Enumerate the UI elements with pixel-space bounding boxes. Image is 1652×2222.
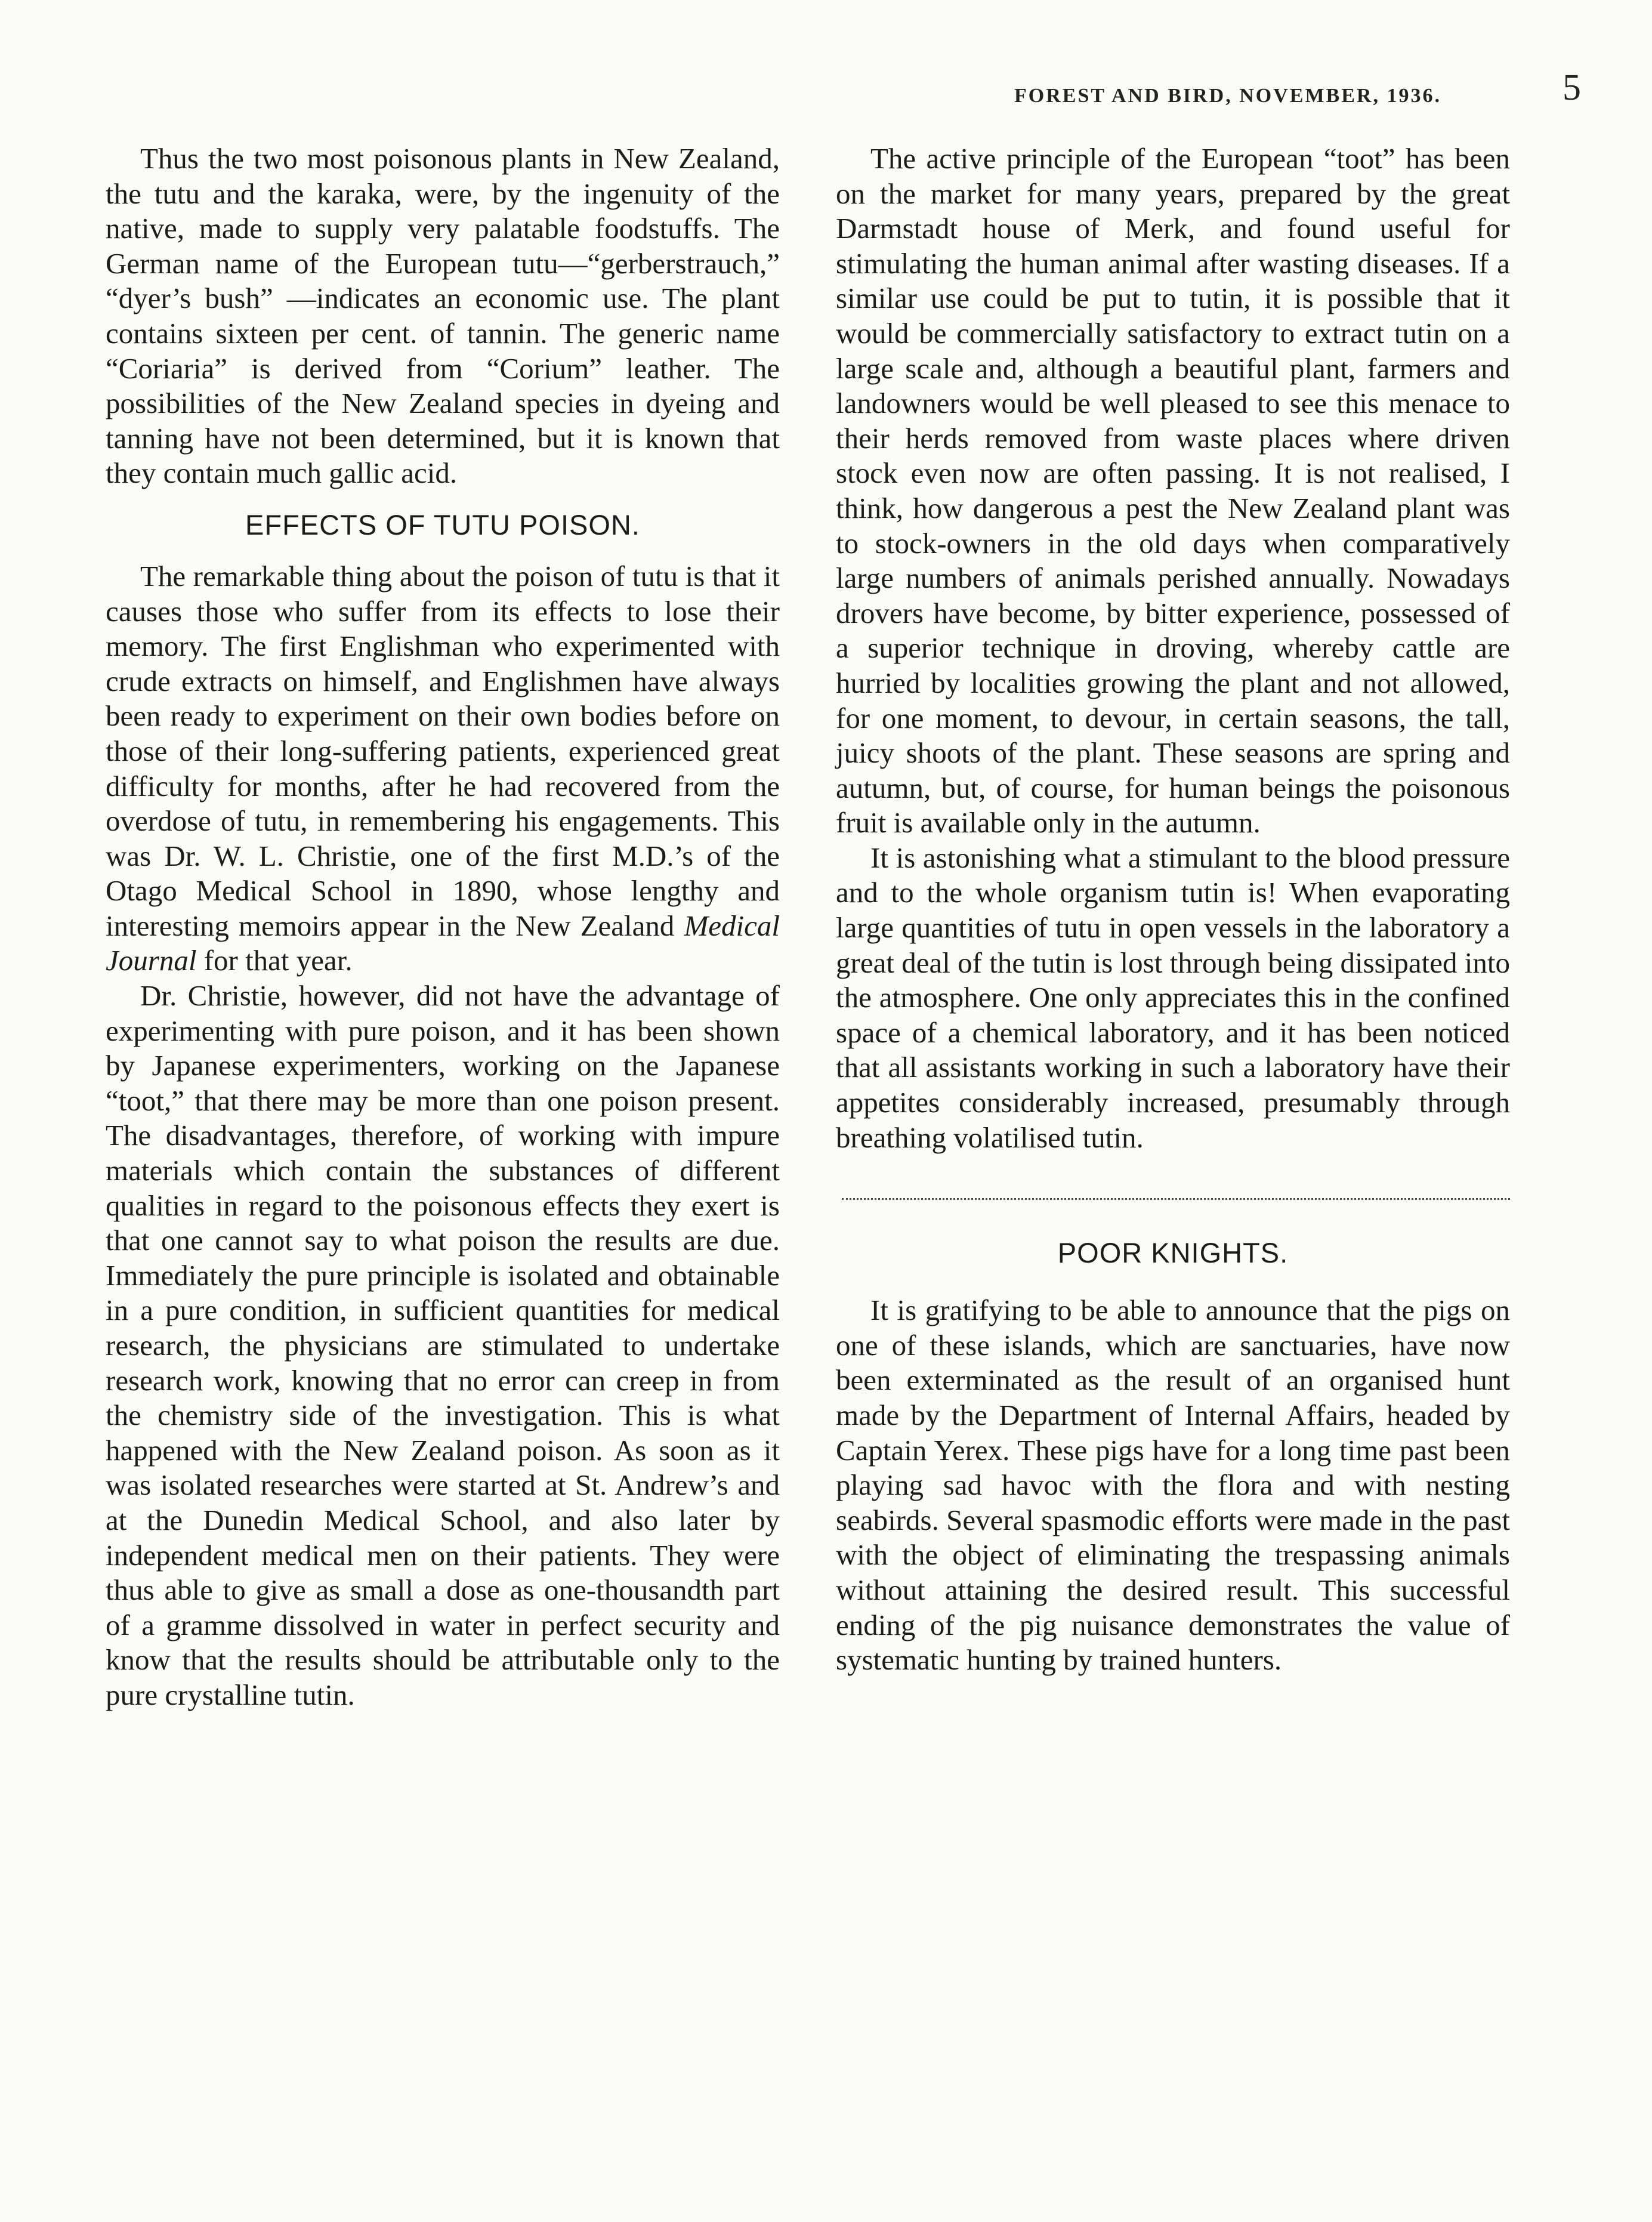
journal-title: Medical Journal [106,909,780,977]
section-heading-effects-of-tutu-poison: EFFECTS OF TUTU POISON. [245,508,640,541]
paragraph-tutu-karaka: Thus the two most poisonous plants in New Zealand, the tutu and the karaka, were, by the ingenuity of the native, made to supply very palatable foodstuffs. The German name of the European tutu—“gerberstrauch,” “dyer’s bush” —indicates an economic use. The plant contains sixteen per cent. of tannin. The generic name “Coriaria” is derived from “Corium” leather. The possibilities of the New Zealand species in dyeing and tanning have not been determined, but it is known that they contain much gallic acid. [106,142,780,490]
running-header [931,67,1599,126]
publication-title: FOREST AND BIRD, NOVEMBER, 1936. [1014,85,1441,107]
section-heading-poor-knights: POOR KNIGHTS. [1057,1237,1289,1269]
paragraph-text: The remarkable thing about the poison of tutu is that it causes those who suffer from its effects to lose their memory. The first Englishman who experimented with crude extracts on himself, and Englishmen have always been ready to experiment on their own bodies before on those of their long-suffering patients, experienced great difficulty for months, after he had recovered from the overdose of tutu, in remembering his engagements. This was Dr. W. L. Christie, one of the first M.D.’s of the Otago Medical School in 1890, whose lengthy and interesting memoirs appear in the New Zealand [106,559,780,942]
page-number: 5 [1563,67,1581,108]
right-column [836,141,1510,1678]
paragraph-pure-poison: Dr. Christie, however, did not have the advantage of experimenting with pure poison, and it has been shown by Japanese experimenters, working on the Japanese “toot,” that there may be more than one poison present. The disadvantages, therefore, of working with impure materials which contain the substances of different qualities in regard to the poisonous effects they exert is that one cannot say to what poison the results are due. Immediately the pure principle is isolated and obtainable in a pure condition, in sufficient quantities for medical research, the physicians are stimulated to undertake research work, knowing that no error can creep in from the chemistry side of the investigation. This is what happened with the New Zealand poison. As soon as it was isolated researches were started at St. Andrew’s and at the Dunedin Medical School, and also later by independent medical men on their patients. They were thus able to give as small a dose as one-thousandth part of a gramme dissolved in water in perfect security and know that the results should be attributable only to the pure crystalline tutin. [106,979,780,1711]
paragraph-european-toot: The active principle of the European “toot” has been on the market for many years, prepared by the great Darmstadt house of Merk, and found useful for stimulating the human animal after wasting diseases. If a similar use could be put to tutin, it is possible that it would be commercially satisfactory to extract tutin on a large scale and, although a beautiful plant, farmers and landowners would be well pleased to see this menace to their herds removed from waste places where driven stock even now are often passing. It is not realised, I think, how dangerous a pest the New Zealand plant was to stock-owners in the old days when comparatively large numbers of animals perished annually. Nowadays drovers have become, by bitter experience, possessed of a superior technique in droving, whereby cattle are hurried by localities growing the plant and not allowed, for one moment, to devour, in certain seasons, the tall, juicy shoots of the plant. These seasons are spring and autumn, but, of course, for human beings the poisonous fruit is available only in the autumn. [836,142,1510,840]
paragraph-memory-loss [106,559,780,979]
left-column [106,141,780,1713]
paragraph-pig-hunt: It is gratifying to be able to announce that the pigs on one of these islands, which are sanctuaries, have now been exterminated as the result of an organised hunt made by the Department of Internal Affairs, headed by Captain Yerex. These pigs have for a long time past been playing sad havoc with the flora and with nesting seabirds. Several spasmodic efforts were made in the past with the object of eliminating the trespassing animals without attaining the desired result. This successful ending of the pig nuisance demonstrates the value of systematic hunting by trained hunters. [836,1294,1510,1677]
paragraph-stimulant: It is astonishing what a stimulant to the blood pressure and to the whole organism tutin is! When evaporating large quantities of tutu in open vessels in the laboratory a great deal of the tutin is lost through being dissipated into the atmosphere. One only appreciates this in the confined space of a chemical laboratory, and it has been noticed that all assistants working in such a laboratory have their appetites considerably increased, presumably through breathing volatilised tutin. [836,841,1510,1154]
paragraph-text: for that year. [196,944,353,977]
